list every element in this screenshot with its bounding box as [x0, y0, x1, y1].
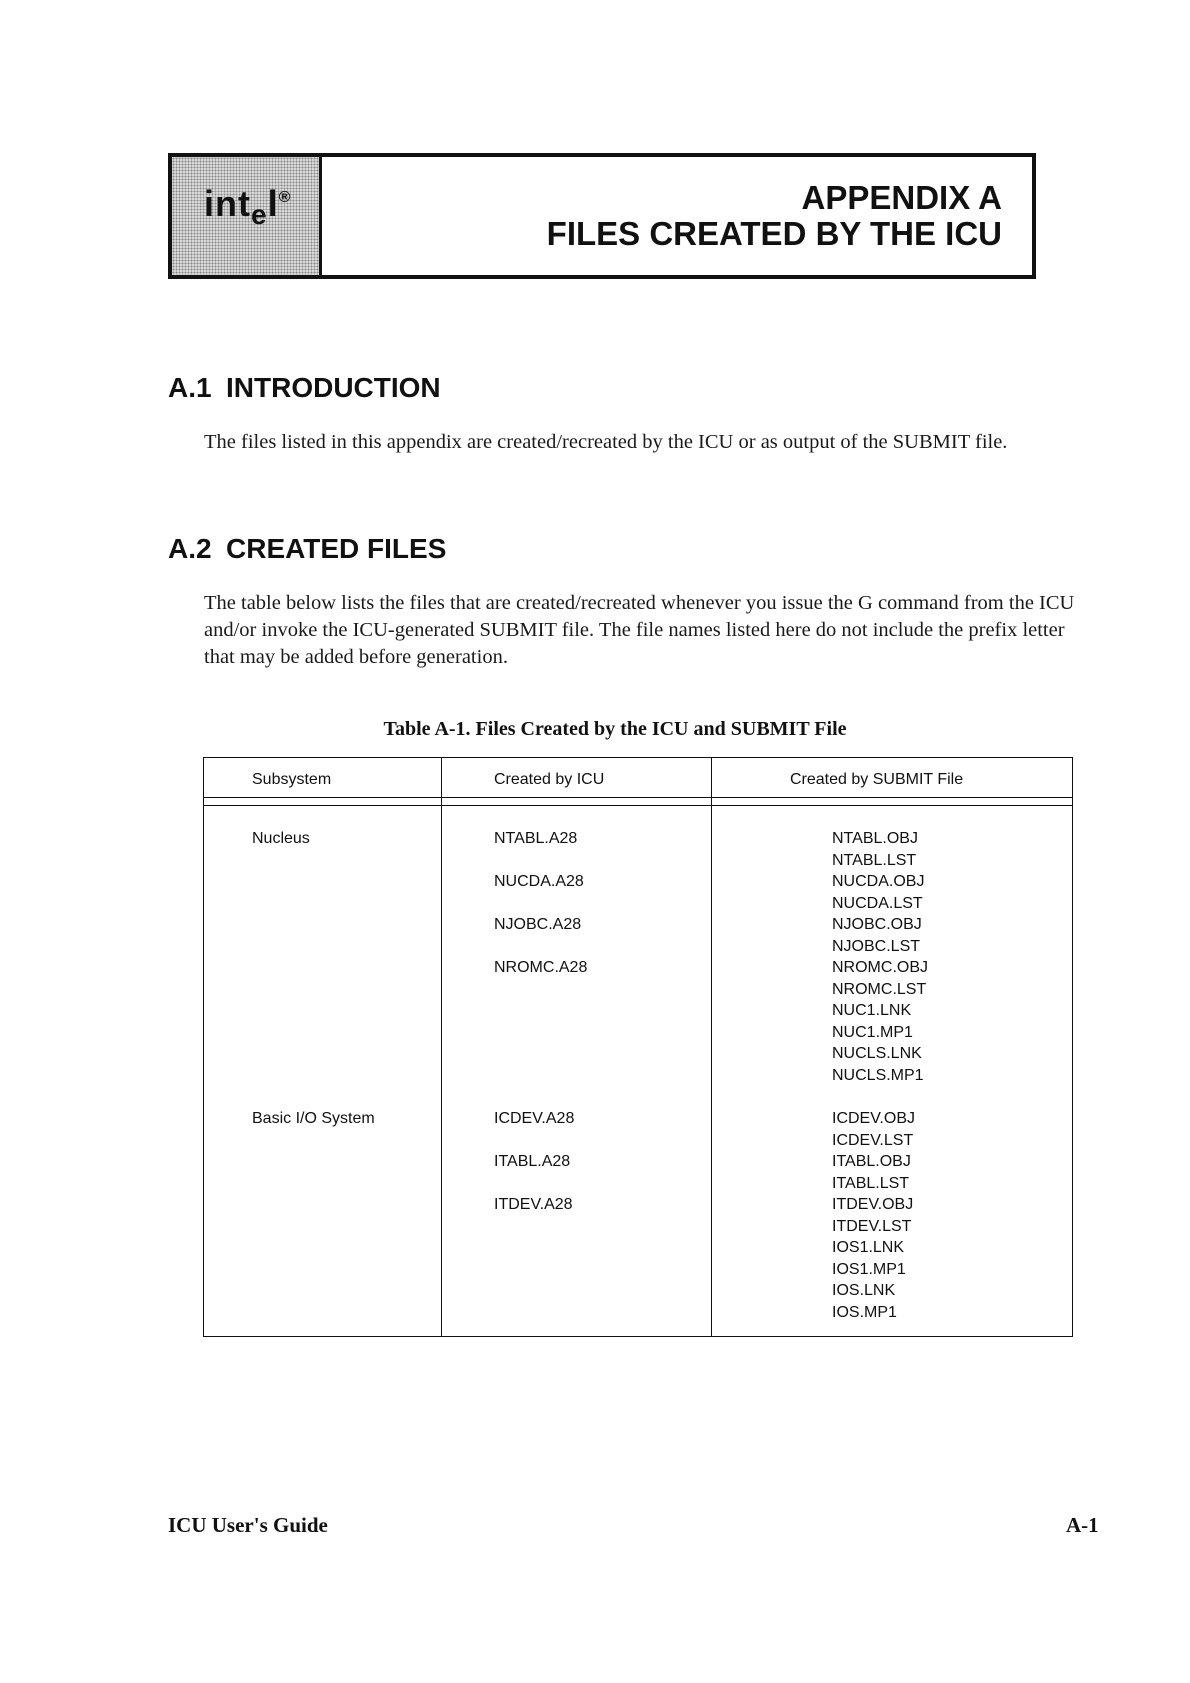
- table-cell: NUCLS.LNK: [832, 1045, 922, 1062]
- submit-files-nucleus: [832, 828, 928, 1086]
- table-caption: Table A-1. Files Created by the ICU and SUBMIT File: [383, 718, 847, 740]
- section-heading-introduction: A.1 INTRODUCTION: [168, 372, 441, 403]
- subsystem-basic-io-system: Basic I/O System: [252, 1110, 375, 1127]
- files-table: [203, 757, 1073, 1337]
- table-cell: IOS.LNK: [832, 1282, 896, 1299]
- column-header-created-by-submit: Created by SUBMIT File: [790, 771, 964, 788]
- table-cell: IOS1.LNK: [832, 1239, 905, 1256]
- table-cell: ITABL.OBJ: [832, 1153, 911, 1170]
- appendix-title: APPENDIX A: [801, 179, 1002, 216]
- table-cell: NUCDA.A28: [494, 873, 584, 890]
- table-cell: NTABL.LST: [832, 851, 917, 869]
- table-cell: IOS.MP1: [832, 1303, 897, 1321]
- table-cell: ITDEV.A28: [494, 1196, 573, 1213]
- footer-guide-title: ICU User's Guide: [168, 1513, 328, 1537]
- icu-files-basic-io: [494, 1108, 574, 1216]
- table-cell: NJOBC.LST: [832, 937, 921, 955]
- table-header-rule: [204, 797, 1072, 798]
- table-cell: ITABL.A28: [494, 1153, 571, 1170]
- table-cell: NTABL.OBJ: [832, 830, 918, 847]
- icu-files-nucleus: [494, 828, 587, 979]
- table-cell: ICDEV.A28: [494, 1110, 575, 1127]
- table-cell: NUC1.MP1: [832, 1023, 913, 1041]
- table-cell: NJOBC.A28: [494, 916, 582, 933]
- table-cell: ITDEV.LST: [832, 1217, 912, 1235]
- column-header-created-by-icu: Created by ICU: [494, 771, 605, 788]
- table-cell: NUC1.LNK: [832, 1002, 912, 1019]
- table-cell: NJOBC.OBJ: [832, 916, 922, 933]
- intel-logo: [172, 157, 322, 275]
- appendix-banner: [168, 153, 1036, 279]
- table-cell: NUCDA.LST: [832, 894, 923, 912]
- table-cell: NUCDA.OBJ: [832, 873, 925, 890]
- table-cell: NROMC.A28: [494, 959, 588, 976]
- table-column-divider: [711, 758, 712, 1336]
- table-column-divider: [441, 758, 442, 1336]
- appendix-title-block: [322, 157, 1032, 275]
- table-cell: ICDEV.OBJ: [832, 1110, 915, 1127]
- table-cell: NUCLS.MP1: [832, 1066, 924, 1084]
- column-header-subsystem: Subsystem: [252, 771, 332, 788]
- table-cell: ITABL.LST: [832, 1174, 910, 1192]
- table-cell: ITDEV.OBJ: [832, 1196, 914, 1213]
- section-heading-created-files: A.2 CREATED FILES: [168, 533, 447, 564]
- table-cell: NROMC.OBJ: [832, 959, 928, 976]
- table-cell: ICDEV.LST: [832, 1131, 914, 1149]
- table-header-rule: [204, 805, 1072, 806]
- table-cell: NTABL.A28: [494, 830, 578, 847]
- created-files-paragraph: The table below lists the files that are created/recreated whenever you issue the G command from the ICU and/or invoke the ICU-generated SUBMIT file. The file names listed here do not include the prefix letter that may be added before generation.: [204, 592, 1075, 668]
- table-cell: IOS1.MP1: [832, 1260, 906, 1278]
- appendix-subtitle: FILES CREATED BY THE ICU: [546, 215, 1002, 252]
- table-cell: NROMC.LST: [832, 980, 927, 998]
- footer-page-number: A-1: [1066, 1513, 1099, 1537]
- intel-logo-text: int$_e$l®: [204, 183, 292, 230]
- submit-files-basic-io: [832, 1108, 915, 1323]
- introduction-paragraph: The files listed in this appendix are created/recreated by the ICU or as output of the SUBMIT file.: [204, 431, 1008, 453]
- subsystem-nucleus: Nucleus: [252, 830, 310, 847]
